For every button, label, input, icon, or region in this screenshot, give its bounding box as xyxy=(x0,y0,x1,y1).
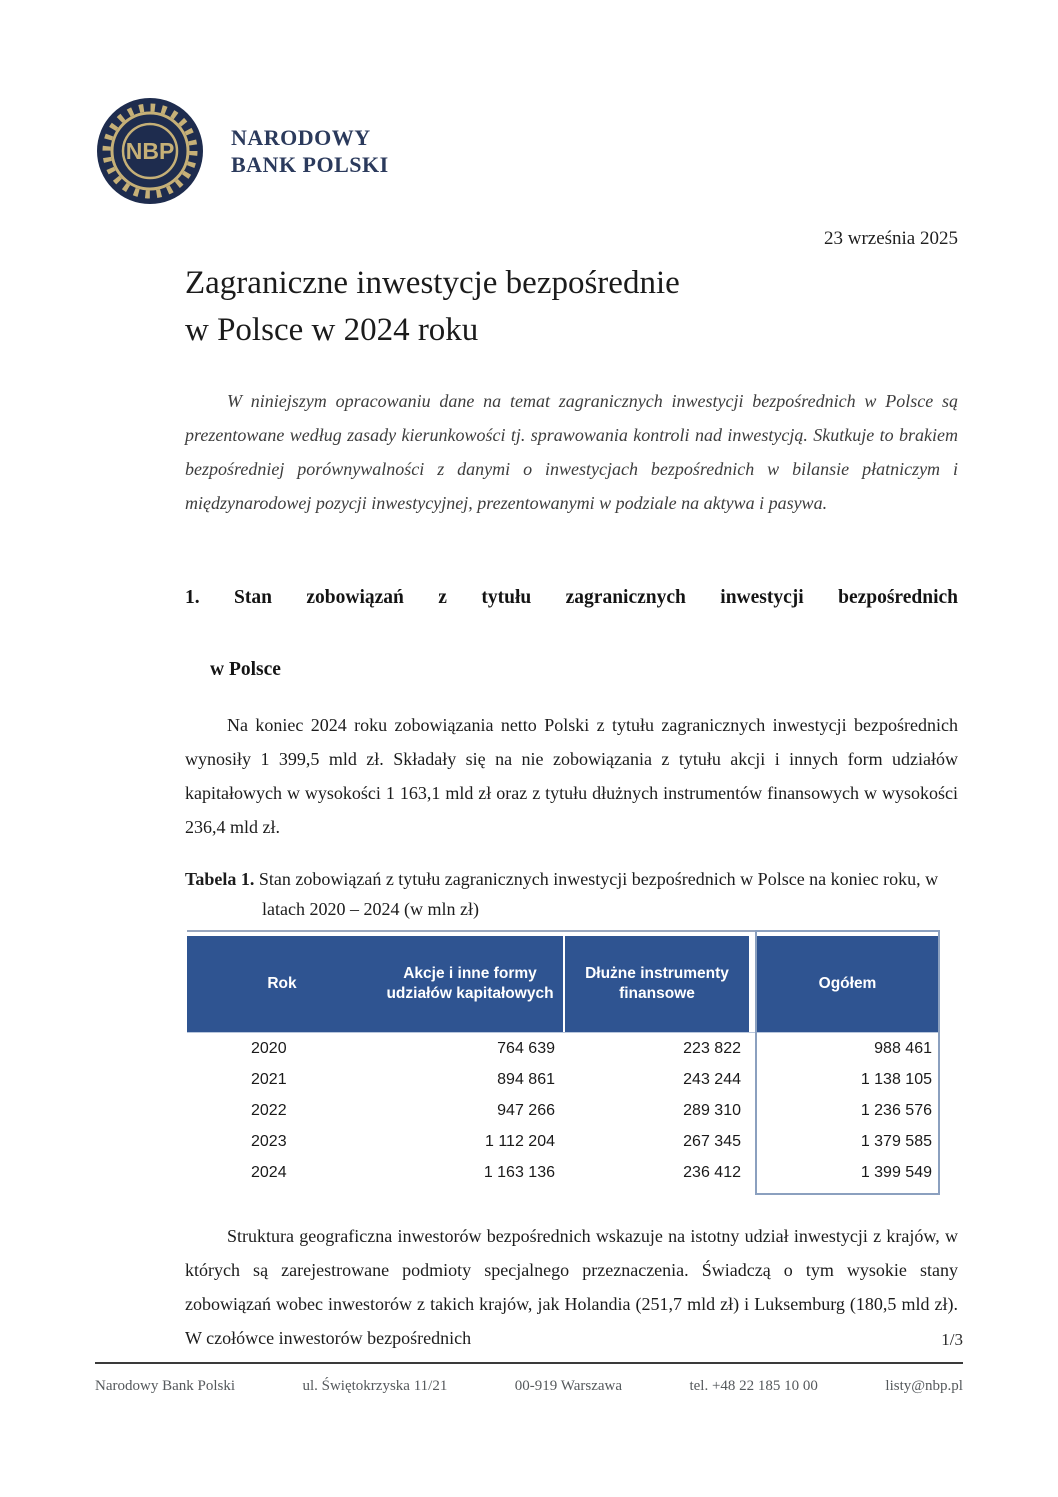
header-cell-rok: Rok xyxy=(187,936,377,1032)
brand-name xyxy=(231,124,389,178)
table-row xyxy=(187,1126,940,1157)
body-paragraph-1: Na koniec 2024 roku zobowiązania netto Polski z tytułu zagranicznych inwestycji bezpośrednich wynosiły 1 399,5 mld zł. Składały się na nie zobowiązania z tytułu akcji i innych form udziałów kapitałowych w wysokości 1 163,1 mld zł oraz z tytułu dłużnych instrumentów finansowych w wysokości 236,4 mld zł. xyxy=(185,715,958,837)
section-heading xyxy=(185,580,958,688)
year-cell: 2023 xyxy=(251,1132,287,1150)
equity-cell: 894 861 xyxy=(497,1070,555,1088)
table-row xyxy=(187,1095,940,1126)
section-heading-text: Stan zobowiązań z tytułu zagranicznych inwestycji bezpośrednich xyxy=(234,587,959,608)
page-number: 1/3 xyxy=(941,1330,963,1349)
footer xyxy=(95,1378,963,1395)
title-line2: w Polsce w 2024 roku xyxy=(185,312,479,348)
brand-name-line1: NARODOWY xyxy=(231,125,371,150)
header-cell-debt: Dłużne instrumenty finansowe xyxy=(565,936,749,1032)
year-cell: 2024 xyxy=(251,1163,287,1181)
total-cell: 1 236 576 xyxy=(860,1101,932,1119)
footer-item-street: ul. Świętokrzyska 11/21 xyxy=(302,1378,448,1394)
table-caption-label: Tabela 1. xyxy=(185,869,255,889)
table-row xyxy=(187,1033,940,1064)
year-cell: 2020 xyxy=(251,1039,287,1057)
debt-cell: 236 412 xyxy=(683,1163,741,1181)
data-table xyxy=(187,930,940,1195)
total-cell: 1 379 585 xyxy=(860,1132,932,1150)
footer-divider xyxy=(95,1362,963,1364)
footer-item-email: listy@nbp.pl xyxy=(885,1378,963,1394)
total-cell: 988 461 xyxy=(874,1039,932,1057)
footer-item-institution: Narodowy Bank Polski xyxy=(95,1378,235,1394)
header-cell-equity: Akcje i inne formy udziałów kapitałowych xyxy=(377,936,563,1032)
table-row xyxy=(187,1064,940,1095)
debt-cell: 289 310 xyxy=(683,1101,741,1119)
footer-item-phone: tel. +48 22 185 10 00 xyxy=(689,1378,818,1394)
document-title xyxy=(185,260,958,354)
header-cell-total: Ogółem xyxy=(755,936,940,1032)
table-header-row xyxy=(187,936,940,1033)
equity-cell: 1 112 204 xyxy=(485,1132,555,1150)
debt-cell: 223 822 xyxy=(683,1039,741,1057)
brand-header xyxy=(97,98,389,204)
brand-name-line2: BANK POLSKI xyxy=(231,152,389,177)
nbp-logo-icon xyxy=(97,98,203,204)
equity-cell: 764 639 xyxy=(497,1039,555,1057)
total-cell: 1 138 105 xyxy=(860,1070,932,1088)
debt-cell: 243 244 xyxy=(683,1070,741,1088)
table-top-border xyxy=(187,930,940,932)
year-cell: 2022 xyxy=(251,1101,287,1119)
equity-cell: 1 163 136 xyxy=(483,1163,555,1181)
footer-item-city: 00-919 Warszawa xyxy=(514,1378,623,1394)
table-caption-text: Stan zobowiązań z tytułu zagranicznych inwestycji bezpośrednich w Polsce na koniec roku, w latach 2020 – 2024 (w mln zł) xyxy=(258,869,939,919)
section-number: 1. xyxy=(185,587,200,608)
table-row xyxy=(187,1157,940,1188)
content-column xyxy=(185,260,958,1355)
body-paragraph-2: Struktura geograficzna inwestorów bezpośrednich wskazuje na istotny udział inwestycji z krajów, w których są zarejestrowane podmioty specjalnego przeznaczenia. Świadczą o tym wysokie stany zobowiązań wobec inwestorów z takich krajów, jak Holandia (251,7 mld zł) i Luksemburg (180,5 mld zł). W czołówce inwestorów bezpośrednich xyxy=(185,1226,958,1348)
table-caption xyxy=(185,864,958,924)
section-heading-line1 xyxy=(185,580,958,652)
equity-cell: 947 266 xyxy=(497,1101,555,1119)
debt-cell: 267 345 xyxy=(683,1132,741,1150)
total-cell: 1 399 549 xyxy=(860,1163,932,1181)
intro-paragraph: W niniejszym opracowaniu dane na temat zagranicznych inwestycji bezpośrednich w Polsce są prezentowane według zasady kierunkowości tj. sprawowania kontroli nad inwestycją. Skutkuje to brakiem bezpośredniej porównywalności z danymi o inwestycjach bezpośrednich w bilansie płatniczym i międzynarodowej pozycji inwestycyjnej, prezentowanymi w podziale na aktywa i pasywa. xyxy=(185,391,958,513)
year-cell: 2021 xyxy=(251,1070,287,1088)
document-date: 23 września 2025 xyxy=(823,228,958,249)
logo-nbp-text: NBP xyxy=(125,138,175,164)
title-line1: Zagraniczne inwestycje bezpośrednie xyxy=(185,265,680,301)
section-heading-line2: w Polsce xyxy=(210,659,281,680)
